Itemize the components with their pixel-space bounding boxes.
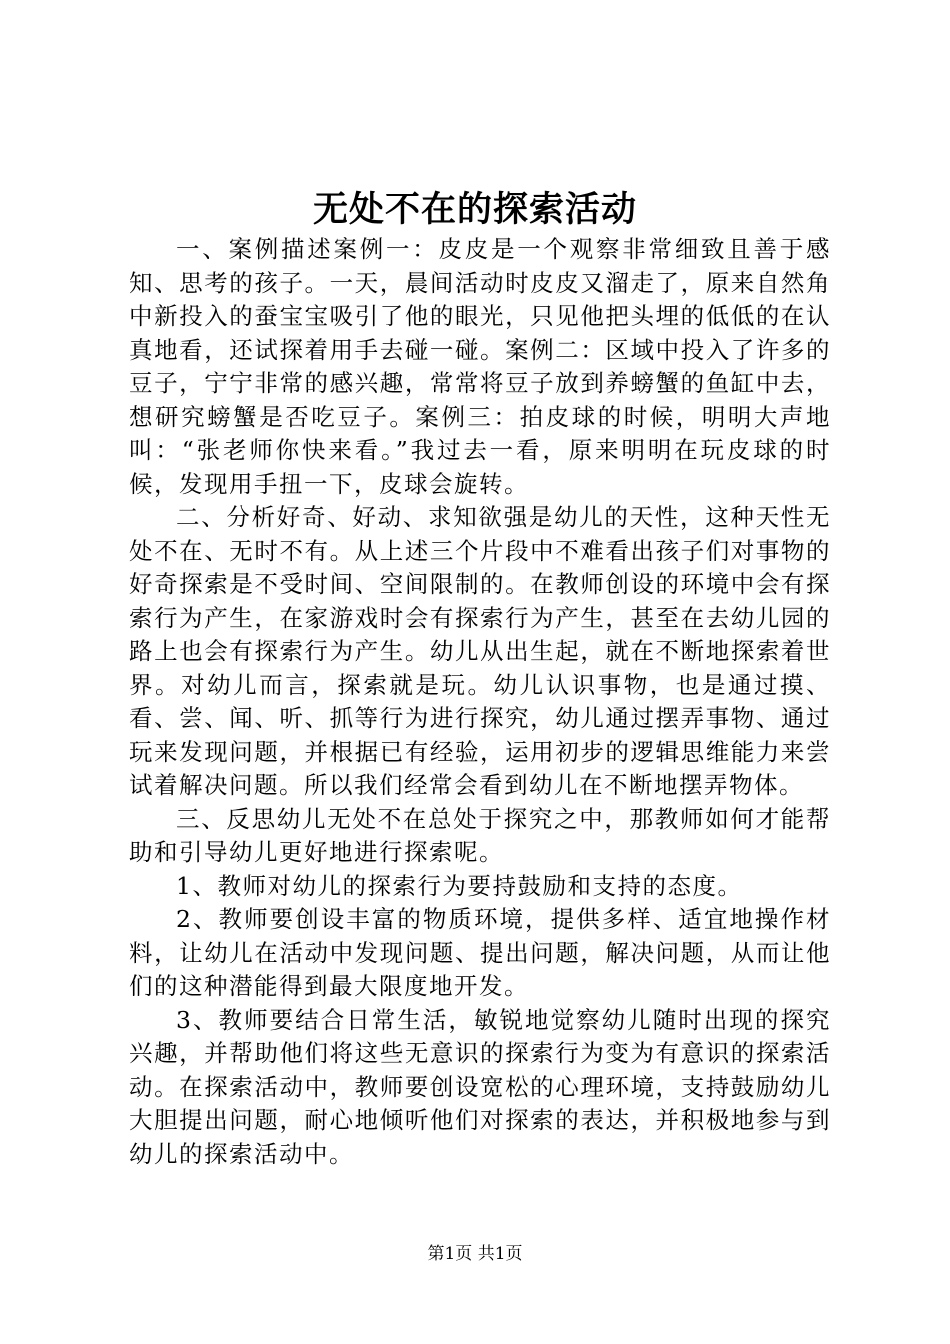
paragraph-case-description: 一、案例描述案例一：皮皮是一个观察非常细致且善于感知、思考的孩子。一天，晨间活动时皮皮又溜走了，原来自然角中新投入的蚕宝宝吸引了他的眼光，只见他把头埋的低低的在认真地看，还试探着用手去碰一碰。案例二：区域中投入了许多的豆子，宁宁非常的感兴趣，常常将豆子放到养螃蟹的鱼缸中去，想研究螃蟹是否吃豆子。案例三：拍皮球的时候，明明大声地叫：“张老师你快来看。”我过去一看，原来明明在玩皮球的时候，发现用手扭一下，皮球会旋转。	[129, 235, 831, 498]
paragraph-reflection: 三、反思幼儿无处不在总处于探究之中，那教师如何才能帮助和引导幼儿更好地进行探索呢。	[129, 804, 831, 866]
paragraph-analysis: 二、分析好奇、好动、求知欲强是幼儿的天性，这种天性无处不在、无时不有。从上述三个片段中不难看出孩子们对事物的好奇探索是不受时间、空间限制的。在教师创设的环境中会有探索行为产生，在家游戏时会有探索行为产生，甚至在去幼儿园的路上也会有探索行为产生。幼儿从出生起，就在不断地探索着世界。对幼儿而言，探索就是玩。幼儿认识事物，也是通过摸、看、尝、闻、听、抓等行为进行探究，幼儿通过摆弄事物、通过玩来发现问题，并根据已有经验，运用初步的逻辑思维能力来尝试着解决问题。所以我们经常会看到幼儿在不断地摆弄物体。	[129, 503, 831, 799]
page-footer: 第1页 共1页	[427, 1244, 523, 1264]
paragraph-point-3: 3、教师要结合日常生活，敏锐地觉察幼儿随时出现的探究兴趣，并帮助他们将这些无意识的探索行为变为有意识的探索活动。在探索活动中，教师要创设宽松的心理环境，支持鼓励幼儿大胆提出问题，耐心地倾听他们对探索的表达，并积极地参与到幼儿的探索活动中。	[129, 1005, 831, 1168]
paragraph-point-2: 2、教师要创设丰富的物质环境，提供多样、适宜地操作材料，让幼儿在活动中发现问题、提出问题，解决问题，从而让他们的这种潜能得到最大限度地开发。	[129, 905, 831, 1000]
document-body	[129, 233, 831, 1171]
paragraph-point-1: 1、教师对幼儿的探索行为要持鼓励和支持的态度。	[176, 871, 743, 900]
document-title: 无处不在的探索活动	[312, 189, 637, 230]
